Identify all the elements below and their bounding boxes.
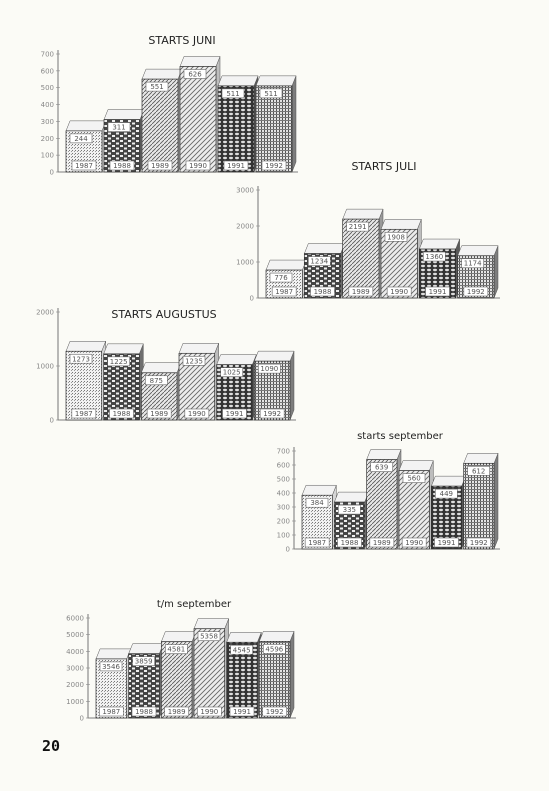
bar-top xyxy=(367,450,401,460)
bar-top xyxy=(256,76,296,86)
bar-top xyxy=(179,343,219,353)
chart-tm-september xyxy=(66,599,296,723)
bar-value-label: 1090 xyxy=(260,365,279,374)
bar-top xyxy=(343,209,383,219)
bar-group xyxy=(96,649,131,718)
y-tick-label: 300 xyxy=(276,503,290,512)
bar xyxy=(218,86,254,172)
bar-top xyxy=(381,219,421,229)
y-tick-label: 0 xyxy=(285,545,290,554)
bar-group xyxy=(381,219,421,298)
bar-value-label: 1225 xyxy=(109,357,128,366)
bar-value-label: 449 xyxy=(439,490,454,499)
bar-group xyxy=(367,450,401,549)
bar-value-label: 5358 xyxy=(200,632,218,641)
chart-title: STARTS AUGUSTUS xyxy=(111,308,217,321)
bar-year-label: 1991 xyxy=(225,410,244,418)
bar-value-label: 1908 xyxy=(387,233,405,242)
bar-top xyxy=(464,453,498,463)
bar-top xyxy=(142,69,182,79)
y-tick-label: 500 xyxy=(276,475,290,484)
bar-year-label: 1988 xyxy=(313,288,332,296)
bar-group xyxy=(302,485,336,549)
bar-group xyxy=(104,110,144,172)
bar-value-label: 244 xyxy=(74,134,88,143)
bar-group xyxy=(334,492,368,549)
y-tick-label: 0 xyxy=(49,168,54,177)
bar-value-label: 612 xyxy=(471,467,486,476)
bar-top xyxy=(302,485,336,495)
y-tick-label: 600 xyxy=(40,67,54,76)
bar-top xyxy=(334,492,368,502)
y-tick-label: 400 xyxy=(40,101,54,110)
y-tick-label: 100 xyxy=(40,151,54,160)
bar-value-label: 776 xyxy=(274,274,288,283)
bar-group xyxy=(66,341,106,420)
bar-top xyxy=(129,644,164,654)
bar-value-label: 511 xyxy=(264,89,278,98)
bar-value-label: 1234 xyxy=(310,257,329,266)
bar-year-label: 1992 xyxy=(263,410,282,418)
bar-year-label: 1989 xyxy=(167,708,186,716)
y-tick-label: 1000 xyxy=(36,362,54,371)
bar-value-label: 551 xyxy=(150,83,164,92)
bar-side xyxy=(494,453,498,549)
bar-value-label: 311 xyxy=(112,123,126,132)
chart-title: starts september xyxy=(357,431,443,442)
bar-value-label: 335 xyxy=(342,506,357,515)
y-tick-label: 200 xyxy=(276,517,290,526)
bar-group xyxy=(217,355,257,420)
chart-starts-juli xyxy=(236,160,500,303)
bar-group xyxy=(343,209,383,298)
bar-group xyxy=(129,644,164,718)
bar-year-label: 1992 xyxy=(469,539,488,547)
bar-group xyxy=(142,69,182,172)
bar-value-label: 511 xyxy=(226,89,240,98)
bar-value-label: 3859 xyxy=(134,657,153,666)
bar-top xyxy=(217,355,257,365)
y-tick-label: 0 xyxy=(249,294,254,303)
bar-value-label: 626 xyxy=(188,70,202,79)
bar-top xyxy=(254,351,294,361)
bar-top xyxy=(194,619,229,629)
y-tick-label: 3000 xyxy=(236,186,254,195)
bar-year-label: 1989 xyxy=(372,539,391,547)
y-tick-label: 5000 xyxy=(66,631,84,640)
bar-top xyxy=(431,476,465,486)
bar-value-label: 1174 xyxy=(463,259,482,268)
bar-value-label: 4596 xyxy=(265,645,284,654)
bar-year-label: 1988 xyxy=(113,162,131,170)
y-tick-label: 3000 xyxy=(66,664,84,673)
bar-group xyxy=(104,344,144,420)
y-tick-label: 2000 xyxy=(236,222,254,231)
bar xyxy=(194,629,225,718)
page-number: 20 xyxy=(42,737,61,755)
bar-top xyxy=(180,56,220,66)
bar-year-label: 1991 xyxy=(437,539,456,547)
bar-year-label: 1992 xyxy=(265,708,284,716)
bar-side xyxy=(292,76,296,172)
bar-year-label: 1987 xyxy=(75,162,93,170)
bar-year-label: 1987 xyxy=(275,288,294,296)
bar-group xyxy=(254,351,294,420)
bar-value-label: 3546 xyxy=(102,662,120,671)
bar xyxy=(464,463,494,549)
bar-group xyxy=(464,453,498,549)
bar-top xyxy=(66,121,106,131)
bar-top xyxy=(266,260,306,270)
bar-group xyxy=(66,121,106,172)
bar-group xyxy=(161,632,196,718)
bar-value-label: 1235 xyxy=(185,357,203,366)
bar-side xyxy=(290,631,294,718)
y-tick-label: 1000 xyxy=(236,258,254,267)
bar-group xyxy=(180,56,220,172)
bar-year-label: 1988 xyxy=(112,410,131,418)
bar-top xyxy=(218,76,258,86)
bar-group xyxy=(259,631,294,718)
y-tick-label: 100 xyxy=(276,531,290,540)
bar-top xyxy=(259,631,294,641)
bar-year-label: 1989 xyxy=(151,162,169,170)
bar-group xyxy=(227,632,262,718)
bar-year-label: 1990 xyxy=(405,539,424,547)
bar-year-label: 1990 xyxy=(390,288,409,296)
bar-group xyxy=(141,363,181,420)
bar-value-label: 875 xyxy=(149,376,164,385)
chart-title: t/m september xyxy=(156,599,232,610)
bar-group xyxy=(194,619,229,718)
bar-top xyxy=(104,110,144,120)
bar-top xyxy=(161,632,196,642)
bar-year-label: 1987 xyxy=(74,410,93,418)
y-tick-label: 0 xyxy=(79,714,84,723)
y-tick-label: 400 xyxy=(276,489,290,498)
y-tick-label: 2000 xyxy=(66,681,84,690)
bar xyxy=(256,86,292,172)
bar-year-label: 1988 xyxy=(135,708,153,716)
y-tick-label: 500 xyxy=(40,84,54,93)
bar-group xyxy=(419,239,459,298)
bar xyxy=(367,460,397,549)
bar-group xyxy=(179,343,219,420)
y-tick-label: 0 xyxy=(49,416,54,425)
bar-year-label: 1991 xyxy=(233,708,251,716)
bar-group xyxy=(458,246,498,298)
bar-year-label: 1992 xyxy=(265,162,283,170)
y-tick-label: 700 xyxy=(276,447,290,456)
bar-year-label: 1990 xyxy=(187,410,206,418)
bar-year-label: 1990 xyxy=(200,708,219,716)
bar-top xyxy=(304,244,344,254)
chart-starts-augustus xyxy=(36,308,296,425)
bar-group xyxy=(218,76,258,172)
bar-top xyxy=(66,341,106,351)
bar-year-label: 1992 xyxy=(466,288,485,296)
bar-top xyxy=(399,461,433,471)
bar-top xyxy=(419,239,459,249)
y-tick-label: 2000 xyxy=(36,308,54,317)
y-tick-label: 4000 xyxy=(66,647,84,656)
y-tick-label: 200 xyxy=(40,134,54,143)
bar-year-label: 1990 xyxy=(189,162,207,170)
bar-top xyxy=(96,649,131,659)
bar-year-label: 1991 xyxy=(227,162,245,170)
bar-value-label: 4545 xyxy=(232,646,251,655)
bar-value-label: 1360 xyxy=(425,253,444,262)
bar-group xyxy=(256,76,296,172)
bar-side xyxy=(290,351,294,420)
bar-year-label: 1988 xyxy=(340,539,359,547)
y-tick-label: 300 xyxy=(40,117,54,126)
bar-value-label: 4581 xyxy=(167,645,186,654)
bar-value-label: 1273 xyxy=(72,355,90,364)
bar-top xyxy=(227,632,262,642)
bar-group xyxy=(266,260,306,298)
bar-group xyxy=(431,476,465,549)
y-tick-label: 700 xyxy=(40,50,54,59)
bar-group xyxy=(399,461,433,549)
bar-value-label: 1025 xyxy=(222,368,241,377)
bar-value-label: 384 xyxy=(310,499,324,508)
bar-top xyxy=(458,246,498,256)
bar-year-label: 1987 xyxy=(308,539,327,547)
y-tick-label: 600 xyxy=(276,461,290,470)
chart-title: STARTS JUNI xyxy=(148,34,216,47)
bar-year-label: 1989 xyxy=(150,410,169,418)
bar-group xyxy=(304,244,344,298)
bar-top xyxy=(104,344,144,354)
chart-starts-juni xyxy=(41,34,298,177)
bar-value-label: 560 xyxy=(407,474,421,483)
y-tick-label: 1000 xyxy=(66,697,84,706)
bar-year-label: 1991 xyxy=(428,288,447,296)
chart-starts-september xyxy=(277,431,500,554)
bar xyxy=(180,66,216,172)
y-tick-label: 6000 xyxy=(66,614,84,623)
bar-year-label: 1989 xyxy=(351,288,370,296)
bar xyxy=(142,79,178,172)
chart-title: STARTS JULI xyxy=(351,160,417,173)
bar-value-label: 639 xyxy=(374,463,389,472)
bar-year-label: 1987 xyxy=(102,708,121,716)
bar-top xyxy=(141,363,181,373)
bar-value-label: 2191 xyxy=(348,223,367,232)
